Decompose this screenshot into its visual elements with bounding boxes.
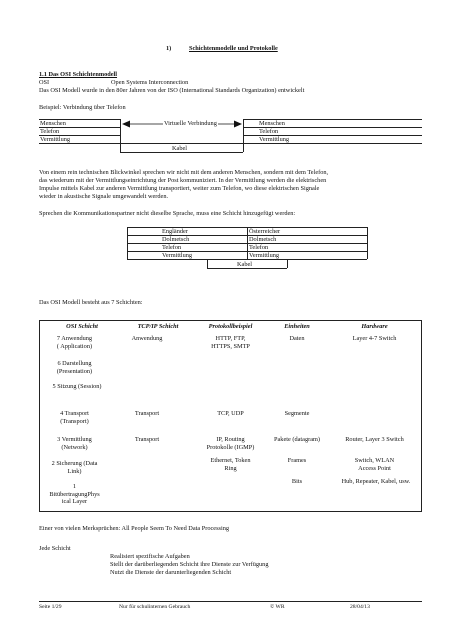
osi-header: Hardware	[361, 323, 388, 330]
osi-cell: 2 Sicherung (Data Link)	[51, 460, 98, 475]
lang-right-row: Vermittlung	[249, 252, 280, 259]
osi-cell: 4 Transport (Transport)	[60, 410, 89, 425]
lang-right-row: Dolmetsch	[249, 236, 277, 243]
osi-cell: Segmente	[284, 410, 310, 417]
lang-left-row: Vermittlung	[162, 252, 193, 259]
osi-cell: TCP, UDP	[217, 410, 244, 417]
each-layer-label: Jede Schicht	[39, 545, 71, 552]
osi-cell: Bits	[291, 478, 303, 485]
paragraph-2: Sprechen die Kommunikationspartner nicht dieselbe Sprache, muss eine Schicht hinzugefügt werden:	[39, 210, 296, 217]
tel-left-row: Menschen	[40, 120, 66, 127]
tel-left-row: Telefon	[40, 128, 60, 135]
osi-intro: Das OSI Modell besteht aus 7 Schichten:	[39, 299, 143, 306]
osi-cell: 7 Anwendung ( Application)	[56, 335, 93, 350]
osi-cell: Router, Layer 3 Switch	[345, 436, 404, 443]
osi-cell: Transport	[134, 436, 160, 443]
osi-cell: Hub, Repeater, Kabel, usw.	[341, 478, 411, 485]
osi-cell: Ethernet, Token Ring	[210, 457, 251, 472]
tel-right-row: Vermittlung	[259, 136, 290, 143]
paragraph-line: wieder in akustische Signale umgewandelt werden.	[39, 193, 169, 200]
osi-cell: Transport	[134, 410, 160, 417]
footer-note: Nur für schulinternen Gebrauch	[119, 604, 191, 610]
lang-right-row: Österreicher	[249, 228, 281, 235]
osi-cell: Frames	[287, 457, 307, 464]
section-title: 1.1 Das OSI Schichtenmodell	[39, 71, 118, 78]
lang-left-row: Telefon	[162, 244, 182, 251]
heading-title: Schichtenmodelle und Protokolle	[189, 45, 278, 52]
osi-cell: 3 Vermittlung (Network)	[57, 436, 92, 451]
osi-header: TCP/IP Schicht	[137, 323, 179, 330]
footer-copyright: © WR	[270, 604, 285, 610]
footer-page: Seite 1/29	[39, 604, 62, 610]
osi-cell: Layer 4-7 Switch	[352, 335, 397, 342]
osi-cell: 5 Sitzung (Session)	[52, 383, 102, 390]
each-layer-item: Stellt der darüberliegenden Schicht ihre Dienste zur Verfügung	[110, 561, 269, 568]
footer-date: 28/04/13	[350, 604, 370, 610]
heading-number: 1)	[166, 45, 172, 52]
osi-cell: 6 Darstellung (Presentation)	[56, 360, 93, 375]
lang-cable-label: Kabel	[237, 261, 253, 268]
osi-header: OSI Schicht	[66, 323, 98, 330]
osi-cell: Switch, WLAN Access Point	[354, 457, 395, 472]
osi-abbr-full: Open Systems Interconnection	[111, 79, 189, 86]
lang-left-row: Dolmetsch	[162, 236, 190, 243]
each-layer-item: Nutzt die Dienste der darunterliegenden Schicht	[110, 569, 232, 576]
section-intro: Das OSI Modell wurde in den 80er Jahren von der ISO (International Standards Organization) entwickelt	[39, 87, 305, 94]
each-layer-item: Realisiert spezifische Aufgaben	[110, 553, 190, 560]
paragraph-line: Von einem rein technischen Blickwinkel sprechen wir nicht mit dem anderen Menschen, sondern mit dem Telefon,	[39, 169, 329, 176]
tel-right-row: Telefon	[259, 128, 279, 135]
osi-cell: HTTP, FTP, HTTPS, SMTP	[211, 335, 250, 350]
paragraph-line: das wiederum mit der Vermittlungseinrichtung der Post kommuniziert. In der Vermittlung werden die elektrischen	[39, 177, 327, 184]
lang-right-row: Telefon	[249, 244, 269, 251]
tel-cable-label: Kabel	[172, 145, 188, 152]
osi-header: Einheiten	[284, 323, 310, 330]
lang-left-row: Engländer	[162, 228, 188, 235]
mnemonic: Einer von vielen Merksprüchen: All People Seem To Need Data Processing	[39, 525, 230, 532]
osi-cell: IP, Routing Protokolle (IGMP)	[206, 436, 255, 451]
footer-divider	[39, 601, 422, 602]
example-label: Beispiel: Verbindung über Telefon	[39, 104, 126, 111]
osi-header: Protokollbeispiel	[208, 323, 253, 330]
tel-right-row: Menschen	[259, 120, 285, 127]
osi-cell: Anwendung	[131, 335, 163, 342]
osi-abbr: OSI	[39, 79, 50, 86]
paragraph-line: Impulse mittels Kabel zur anderen Vermittlung transportiert, weiter zum Telefon, wo diese elektrischen Signale	[39, 185, 320, 192]
virtual-connection-label: Virtuelle Verbindung	[164, 120, 217, 127]
osi-cell: Daten	[289, 335, 305, 342]
osi-cell: 1 BitübertragungPhys ical Layer	[49, 483, 100, 505]
tel-left-row: Vermittlung	[40, 136, 71, 143]
osi-cell: Pakete (datagram)	[274, 436, 320, 443]
